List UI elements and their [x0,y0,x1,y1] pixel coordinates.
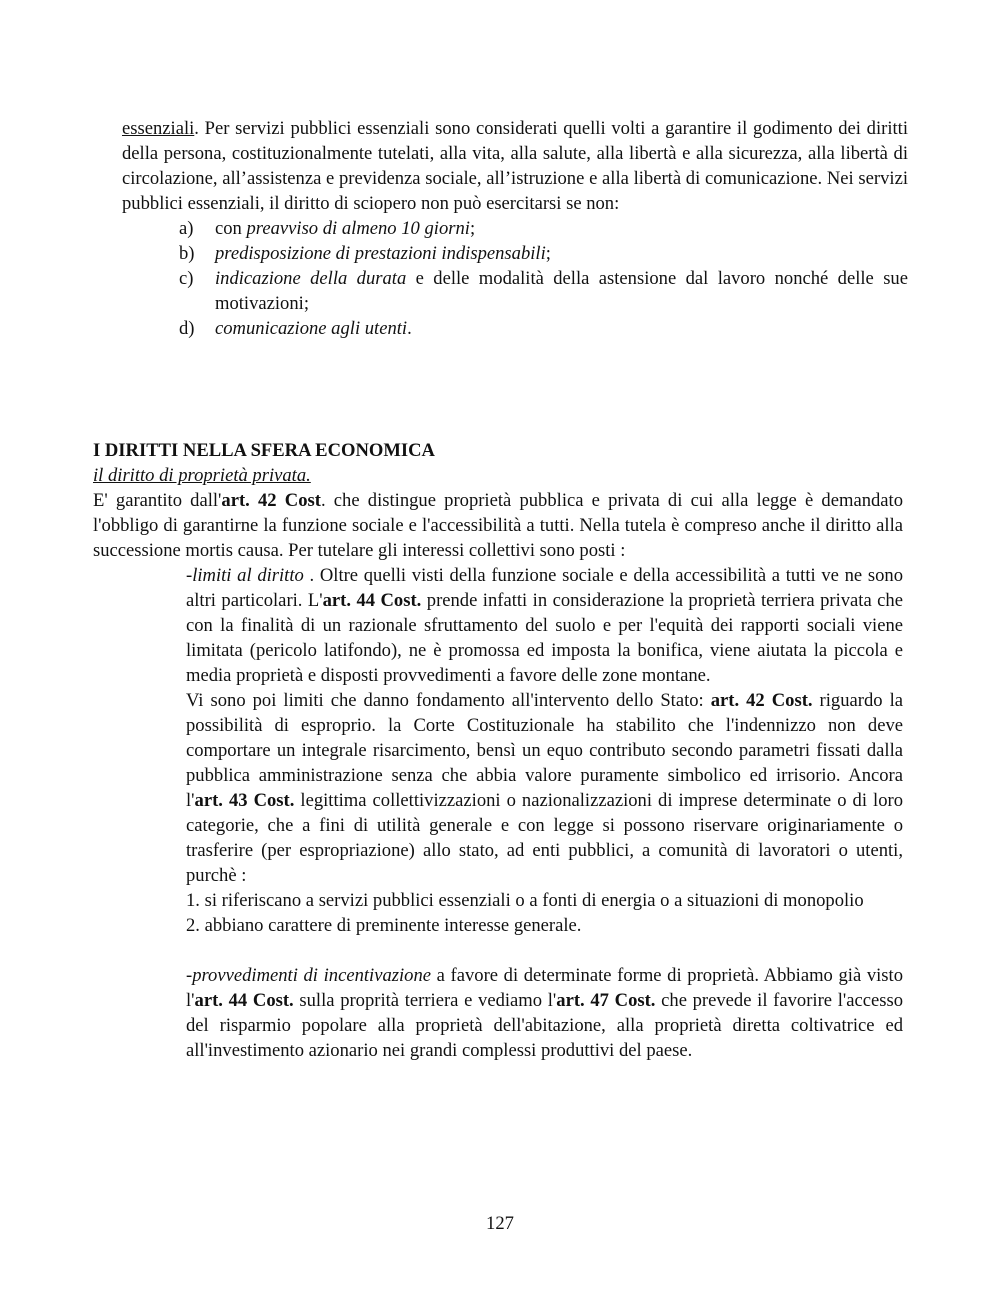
article-ref: art. 42 Cost. [710,690,813,711]
italic-term: limiti al diritto [192,565,304,586]
incentives-paragraph [186,963,903,1063]
list-marker: a) [179,218,194,239]
article-ref: art. 44 Cost. [194,990,294,1011]
dash: - [186,965,193,986]
body-text: . Oltre quelli visti della funzione sociale e della accessibilità a tutti ve ne sono altri particolari. L' [186,565,903,611]
list-text: ; [469,218,476,239]
body-text: legittima collettivizzazioni o nazionalizzazioni di imprese determinate o di loro categorie, che a fini di utilità generale e con legge si possono riservare originariamente o trasferire (per espropriazione) allo stato, ad enti pubblici, a comunità di lavoratori o utenti, purchè : [186,790,903,886]
list-emphasis: predisposizione di prestazioni indispensabili [215,243,546,264]
body-text: Vi sono poi limiti che danno fondamento all'intervento dello Stato: [186,690,711,711]
body-text: a favore di determinate forme di proprietà. Abbiamo già visto l' [186,965,903,1011]
list-emphasis: indicazione della durata [215,268,407,289]
strike-conditions-list [122,216,908,341]
italic-term: provvedimenti di incentivazione [192,965,432,986]
list-text: con [215,218,247,239]
article-ref: art. 42 Cost [221,490,321,511]
body-text: . che distingue proprietà pubblica e privata di cui alla legge è demandato l'obbligo di garantirne la funzione sociale e l'accessibilità a tutti. Nella tutela è compreso anche il diritto alla successione mortis causa. Per tutelare gli interessi collettivi sono posti : [93,490,904,561]
underlined-word: essenziali [122,118,195,139]
economic-rights-section [93,438,903,1063]
list-text: . [407,318,412,339]
body-text: che prevede il favorire l'accesso del risparmio popolare alla proprietà dell'abitazione, alla proprietà diretta coltivatrice ed all'investimento azionario nei grandi complessi produttivi del paese. [186,990,904,1061]
limits-paragraph [186,563,903,688]
body-text: prende infatti in considerazione la proprietà terriera privata che con la finalità di un razionale sfruttamento del suolo e per l'equità dei rapporti sociali viene limitata (pericolo latifondo), ne è promossa ed imposta la bonifica, viene aiutata la piccola e media proprietà e disposti provvedimenti a favore delle zone montane. [186,590,903,686]
page-number: 127 [486,1213,514,1234]
list-item [122,241,908,266]
condition-1: 1. si riferiscano a servizi pubblici essenziali o a fonti di energia o a situazioni di monopolio [186,890,864,911]
intro-block [122,116,908,341]
article-ref: art. 47 Cost. [556,990,656,1011]
state-intervention-paragraph [186,688,903,888]
article-ref: art. 43 Cost. [194,790,295,811]
list-marker: d) [179,318,195,339]
intro-text: . Per servizi pubblici essenziali sono considerati quelli volti a garantire il godimento dei diritti della persona, costituzionalmente tutelati, alla vita, alla salute, alla libertà e alla sicurezza, alla libertà di circolazione, all’assistenza e previdenza sociale, all’istruzione e alla libertà di comunicazione. Nei servizi pubblici essenziali, il diritto di sciopero non può esercitarsi se non: [122,118,908,214]
section-subheading: il diritto di proprietà privata. [93,465,311,486]
list-marker: c) [179,268,194,289]
list-item [122,316,908,341]
article-42-paragraph [93,488,903,563]
list-text: ; [545,243,551,264]
list-text: e delle modalità della astensione dal lavoro nonché delle sue motivazioni; [215,268,908,314]
indented-block [186,563,903,1063]
section-heading: I DIRITTI NELLA SFERA ECONOMICA [93,440,435,461]
article-ref: art. 44 Cost. [322,590,422,611]
list-marker: b) [179,243,195,264]
body-text: riguardo la possibilità di esproprio. la Corte Costituzionale ha stabilito che l'indennizzo non deve comportare un integrale risarcimento, bensì un equo contributo secondo parametri fissati dalla pubblica amministrazione senza che abbia valore puramente simbolico ed irrisorio. Ancora l' [186,690,903,811]
spacer [186,938,903,963]
list-emphasis: comunicazione agli utenti [215,318,408,339]
body-text: E' garantito dall' [93,490,222,511]
list-item [122,266,908,316]
dash: - [186,565,193,586]
intro-paragraph [122,116,908,216]
list-emphasis: preavviso di almeno 10 giorni [246,218,470,239]
body-text: sulla proprità terriera e vediamo l' [293,990,557,1011]
list-item [122,216,908,241]
condition-2: 2. abbiano carattere di preminente interesse generale. [186,915,582,936]
